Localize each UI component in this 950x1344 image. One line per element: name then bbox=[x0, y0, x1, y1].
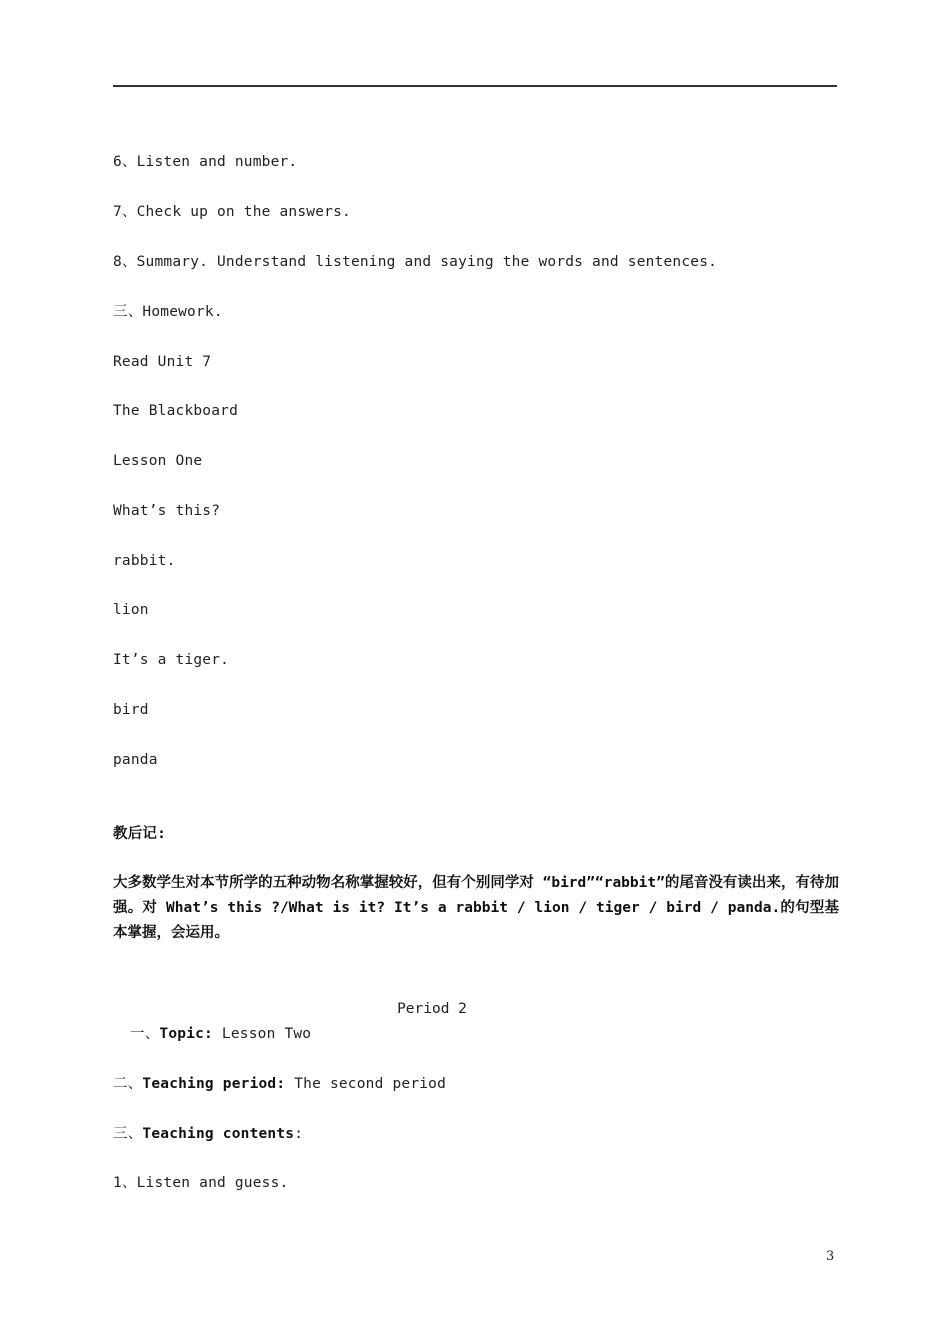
topic-label: Topic: bbox=[159, 1026, 213, 1042]
contents-label: Teaching contents bbox=[142, 1126, 295, 1142]
reflection-text: 大多数学生对本节所学的五种动物名称掌握较好，但有个别同学对 “bird”“rabbit”的尾音没有读出来，有待加强。对 What’s this ?/What is it? It’s a rabbit / lion / tiger / bird / panda.的句型基本掌握，会运用。 bbox=[113, 875, 839, 941]
topic-value: Lesson Two bbox=[213, 1026, 312, 1042]
reflection-heading: 教后记: bbox=[113, 826, 167, 842]
topic-prefix: 一、 bbox=[130, 1026, 160, 1042]
blackboard-lesson: Lesson One bbox=[113, 453, 203, 469]
blackboard-item: rabbit. bbox=[113, 553, 176, 569]
period-title: Period 2 bbox=[397, 1001, 467, 1017]
blackboard-item: panda bbox=[113, 752, 158, 768]
blackboard-item: bird bbox=[113, 702, 149, 718]
blackboard-item: It’s a tiger. bbox=[113, 652, 230, 668]
first-step: 1、Listen and guess. bbox=[113, 1175, 289, 1191]
contents-prefix: 三、 bbox=[113, 1126, 143, 1142]
step-7: 7、Check up on the answers. bbox=[113, 204, 351, 220]
step-6: 6、Listen and number. bbox=[113, 154, 298, 170]
contents-colon: : bbox=[294, 1126, 304, 1142]
period-label: Teaching period: bbox=[142, 1076, 286, 1092]
blackboard-item: lion bbox=[113, 602, 149, 618]
homework-heading: 三、Homework. bbox=[113, 304, 223, 320]
blackboard-item: What’s this? bbox=[113, 503, 221, 519]
teaching-contents-line bbox=[113, 1125, 303, 1143]
homework-task: Read Unit 7 bbox=[113, 354, 212, 370]
period-value: The second period bbox=[285, 1076, 447, 1092]
step-8: 8、Summary. Understand listening and saying the words and sentences. bbox=[113, 254, 718, 270]
header-rule bbox=[113, 85, 837, 87]
period-prefix: 二、 bbox=[113, 1076, 143, 1092]
page-number: 3 bbox=[826, 1249, 835, 1264]
blackboard-title: The Blackboard bbox=[113, 403, 239, 419]
topic-line bbox=[130, 1025, 311, 1043]
teaching-period-line bbox=[113, 1075, 446, 1093]
